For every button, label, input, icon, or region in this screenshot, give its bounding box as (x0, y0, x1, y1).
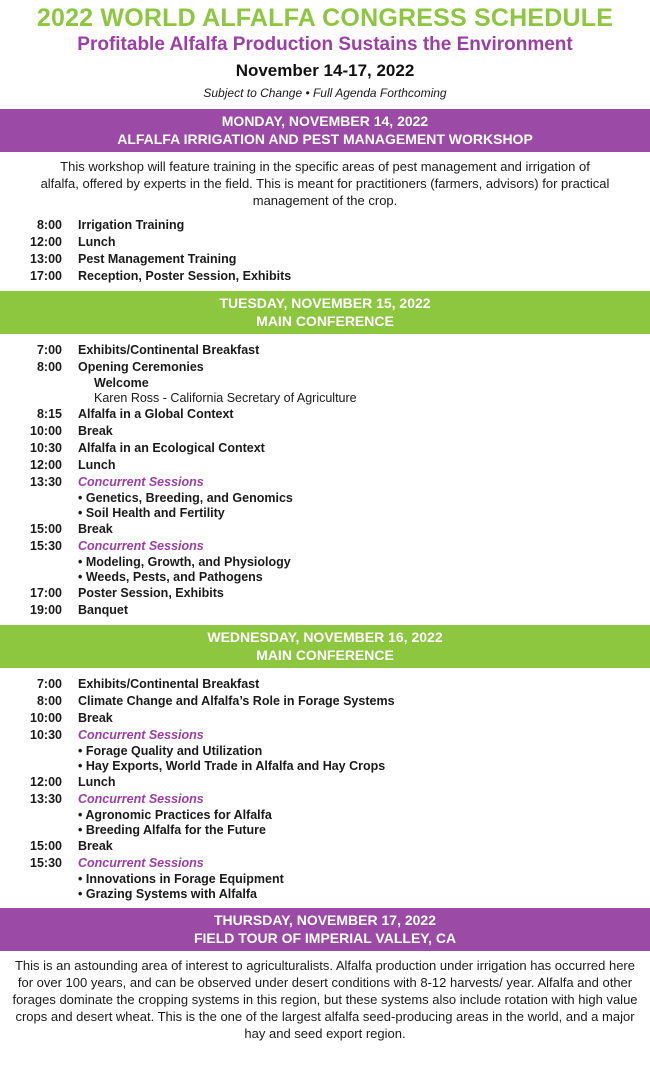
page-title: 2022 WORLD ALFALFA CONGRESS SCHEDULE (36, 4, 614, 32)
session-label: • Breeding Alfalfa for the Future (78, 823, 266, 837)
time-label: 15:30 (30, 856, 62, 870)
schedule-row (0, 474, 650, 491)
schedule-row (0, 423, 650, 440)
schedule-row (0, 268, 650, 285)
event-label: Break (78, 711, 113, 725)
time-label: 7:00 (36, 343, 62, 357)
schedule-row (0, 234, 650, 251)
time-label: 19:00 (30, 603, 62, 617)
session-label: • Innovations in Forage Equipment (78, 872, 284, 886)
welcome-row (0, 376, 650, 391)
thursday-banner (0, 908, 650, 951)
event-label: Alfalfa in a Global Context (78, 407, 234, 421)
speaker-label: Karen Ross - California Secretary of Agriculture (94, 391, 357, 405)
session-row (0, 808, 650, 823)
schedule-row (0, 710, 650, 727)
session-label: • Agronomic Practices for Alfalfa (78, 808, 272, 822)
wednesday-banner (0, 625, 650, 668)
event-label: Climate Change and Alfalfa’s Role in Forage Systems (78, 694, 395, 708)
event-label: Break (78, 522, 113, 536)
event-label: Pest Management Training (78, 252, 237, 266)
time-label: 7:00 (36, 677, 62, 691)
schedule-row (0, 457, 650, 474)
schedule-row (0, 855, 650, 872)
event-label: Irrigation Training (78, 218, 185, 232)
time-label: 12:00 (30, 235, 62, 249)
tuesday-title: MAIN CONFERENCE (256, 313, 394, 329)
schedule-row (0, 521, 650, 538)
session-row (0, 491, 650, 506)
time-label: 10:00 (30, 711, 62, 725)
session-row (0, 570, 650, 585)
schedule-row (0, 838, 650, 855)
event-label: Lunch (78, 235, 116, 249)
session-label: • Weeds, Pests, and Pathogens (78, 570, 263, 584)
event-label: Exhibits/Continental Breakfast (78, 343, 260, 357)
event-label: Exhibits/Continental Breakfast (78, 677, 260, 691)
time-label: 8:00 (36, 360, 62, 374)
event-label: Lunch (78, 458, 116, 472)
concurrent-sessions-label: Concurrent Sessions (78, 792, 204, 806)
time-label: 10:00 (30, 424, 62, 438)
agenda-note: Subject to Change • Full Agenda Forthcoming (203, 86, 447, 100)
time-label: 8:15 (36, 407, 62, 421)
schedule-row (0, 359, 650, 376)
event-label: Banquet (78, 603, 128, 617)
session-label: • Genetics, Breeding, and Genomics (78, 491, 293, 505)
schedule-row (0, 217, 650, 234)
time-label: 13:00 (30, 252, 62, 266)
session-label: • Soil Health and Fertility (78, 506, 225, 520)
time-label: 15:00 (30, 522, 62, 536)
session-row (0, 759, 650, 774)
time-label: 10:30 (30, 728, 62, 742)
schedule-row (0, 538, 650, 555)
schedule-row (0, 602, 650, 619)
session-row (0, 555, 650, 570)
time-label: 12:00 (30, 458, 62, 472)
event-dates: November 14-17, 2022 (235, 61, 415, 80)
speaker-row (0, 391, 650, 406)
schedule-row (0, 440, 650, 457)
time-label: 15:00 (30, 839, 62, 853)
concurrent-sessions-label: Concurrent Sessions (78, 856, 204, 870)
monday-title: ALFALFA IRRIGATION AND PEST MANAGEMENT WORKSHOP (117, 131, 533, 147)
schedule-row (0, 676, 650, 693)
time-label: 17:00 (30, 586, 62, 600)
event-label: Break (78, 424, 113, 438)
schedule-row (0, 585, 650, 602)
tuesday-date: TUESDAY, NOVEMBER 15, 2022 (219, 295, 431, 311)
session-label: • Hay Exports, World Trade in Alfalfa and Hay Crops (78, 759, 386, 773)
monday-description: This workshop will feature training in the specific areas of pest management and irrigation of alfalfa, offered by experts in the field. This is meant for practitioners (farmers, advisors) for practical management of the crop. (40, 159, 610, 208)
session-label: • Grazing Systems with Alfalfa (78, 887, 257, 901)
wednesday-title: MAIN CONFERENCE (256, 647, 394, 663)
schedule-row (0, 727, 650, 744)
session-label: • Forage Quality and Utilization (78, 744, 263, 758)
wednesday-date: WEDNESDAY, NOVEMBER 16, 2022 (207, 629, 443, 645)
time-label: 17:00 (30, 269, 62, 283)
time-label: 10:30 (30, 441, 62, 455)
time-label: 13:30 (30, 475, 62, 489)
schedule-row (0, 791, 650, 808)
tuesday-banner (0, 291, 650, 334)
thursday-description: This is an astounding area of interest to agriculturalists. Alfalfa production under irrigation has occurred here for over 100 years, and can be observed under desert conditions with 8-12 harvests/ year. Alfalfa and other forages dominate the cropping systems in this region, but these systems also include rotation with high value crops and desert wheat. This is the one of the largest alfalfa seed-producing areas in the world, and a major hay and seed export region. (12, 958, 638, 1041)
time-label: 8:00 (36, 694, 62, 708)
session-row (0, 506, 650, 521)
schedule-row (0, 693, 650, 710)
monday-date: MONDAY, NOVEMBER 14, 2022 (221, 113, 429, 129)
tuesday-schedule (0, 334, 650, 625)
page-subtitle: Profitable Alfalfa Production Sustains the Environment (77, 34, 573, 55)
event-label: Break (78, 839, 113, 853)
session-label: • Modeling, Growth, and Physiology (78, 555, 291, 569)
schedule-row (0, 342, 650, 359)
event-label: Lunch (78, 775, 116, 789)
welcome-label: Welcome (94, 376, 149, 390)
thursday-title: FIELD TOUR OF IMPERIAL VALLEY, CA (193, 930, 457, 946)
wednesday-schedule (0, 668, 650, 908)
event-label: Alfalfa in an Ecological Context (78, 441, 265, 455)
time-label: 13:30 (30, 792, 62, 806)
event-label: Reception, Poster Session, Exhibits (78, 269, 292, 283)
concurrent-sessions-label: Concurrent Sessions (78, 539, 204, 553)
schedule-row (0, 406, 650, 423)
concurrent-sessions-label: Concurrent Sessions (78, 728, 204, 742)
page-header (0, 3, 650, 101)
session-row (0, 823, 650, 838)
session-row (0, 744, 650, 759)
monday-schedule (0, 213, 650, 291)
time-label: 8:00 (36, 218, 62, 232)
session-row (0, 887, 650, 902)
concurrent-sessions-label: Concurrent Sessions (78, 475, 204, 489)
schedule-row (0, 774, 650, 791)
session-row (0, 872, 650, 887)
monday-banner (0, 109, 650, 152)
event-label: Poster Session, Exhibits (78, 586, 224, 600)
thursday-date: THURSDAY, NOVEMBER 17, 2022 (213, 912, 436, 928)
time-label: 15:30 (30, 539, 62, 553)
event-label: Opening Ceremonies (78, 360, 204, 374)
schedule-row (0, 251, 650, 268)
time-label: 12:00 (30, 775, 62, 789)
